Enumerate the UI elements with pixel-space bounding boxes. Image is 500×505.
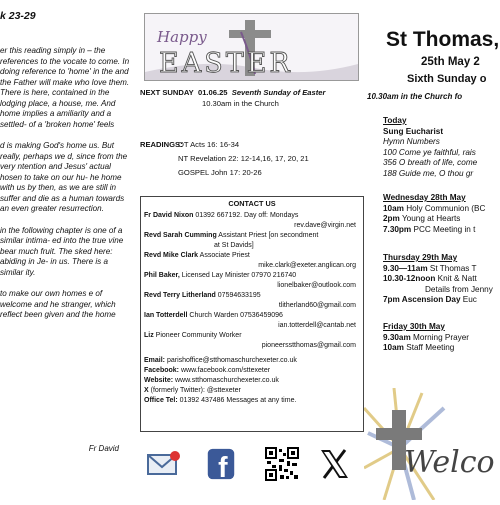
reading-nt: NT Revelation 22: 12-14,16, 17, 20, 21: [178, 154, 309, 163]
reflection-column: [0, 0, 135, 500]
thursday-section: [383, 253, 493, 306]
website-value: www.stthomaschurchexeter.co.uk: [173, 377, 279, 384]
x-label: X: [144, 387, 149, 394]
next-sunday-label: NEXT SUNDAY: [140, 88, 194, 97]
hymn-item: 356 O breath of life, come: [383, 158, 478, 167]
contact-detail: Assistant Priest [on secondment: [216, 232, 319, 239]
facebook-link[interactable]: [144, 366, 360, 376]
today-heading: Today: [383, 116, 407, 125]
contact-email[interactable]: tlitherland60@gmail.com: [278, 302, 356, 309]
contact-row: [144, 331, 360, 341]
event-time: 9.30am: [383, 332, 411, 342]
bible-reference: k 23-29: [0, 10, 36, 22]
event-time: 2pm: [383, 214, 400, 223]
next-sunday: [140, 88, 325, 109]
event-time: 10.30-12noon: [383, 274, 436, 283]
social-icons: [137, 447, 364, 487]
contact-row: [144, 251, 360, 261]
church-title: St Thomas,: [386, 28, 500, 51]
event-text: St Thomas T: [427, 263, 477, 273]
event-text: Young at Hearts: [399, 214, 461, 223]
contact-detail: 01392 667192. Day off: Mondays: [193, 212, 299, 219]
reflection-paragraph: to make our own homes e of welcome and he stranger, which reflect been given and the home: [0, 289, 116, 319]
event-time: 10am: [383, 343, 404, 352]
info-column: [137, 0, 364, 500]
website-label: Website:: [144, 377, 174, 384]
event-time: 7.30pm: [383, 224, 412, 234]
contact-row: [144, 271, 360, 281]
event-row: [383, 333, 469, 344]
easter-banner: [144, 13, 359, 81]
contact-row: [144, 311, 360, 321]
event-row: [383, 274, 493, 285]
sunday-name: Sixth Sunday o: [407, 73, 487, 85]
email-icon[interactable]: [145, 447, 181, 481]
contact-name: Revd Sarah Cumming: [144, 232, 217, 239]
wednesday-heading: Wednesday 28th May: [383, 193, 466, 202]
easter-word-easter: EASTER: [159, 48, 293, 79]
today-section: [383, 116, 477, 179]
service-time: 10.30am in the Church fo: [367, 92, 463, 101]
contact-box: [140, 196, 364, 432]
contact-email[interactable]: mike.clark@exeter.anglican.org: [258, 262, 356, 269]
contact-row: [144, 291, 360, 301]
event-row: [383, 204, 485, 215]
welcome-text: Welco: [404, 445, 495, 480]
contact-row: [144, 211, 360, 221]
contact-title: CONTACT US: [228, 199, 276, 208]
contact-detail: at St Davids]: [214, 242, 254, 249]
event-text: PCC Meeting in t: [411, 224, 476, 234]
contact-email[interactable]: ian.totterdell@cantab.net: [278, 322, 356, 329]
event-time: 7pm Ascension Day: [383, 295, 461, 304]
contact-email[interactable]: lionelbaker@outlook.com: [277, 282, 356, 289]
email-value: parishoffice@stthomaschurchexeter.co.uk: [165, 357, 297, 364]
event-time: 10am: [383, 203, 404, 213]
hymn-item: 100 Come ye faithful, rais: [383, 147, 476, 157]
contact-name: Liz: [144, 332, 154, 339]
event-time: 9.30—11am: [383, 263, 428, 273]
next-sunday-title: Seventh Sunday of Easter: [231, 88, 326, 97]
contact-detail: 07594633195: [215, 292, 261, 299]
contact-name: Revd Terry Litherland: [144, 292, 216, 299]
reflection-paragraph: d is making God's home us. But really, perhaps we d, since from the very ntention and Jesus' actual hosen to take on our hu- he home with us by then, as we are still in suffer and die as a human towards an even greater resurrection.: [0, 141, 128, 213]
contact-detail: Licensed Lay Minister 07970 216740: [179, 272, 297, 279]
next-sunday-time: 10.30am in the Church: [202, 98, 279, 108]
office-phone: [144, 396, 360, 406]
today-service: Sung Eucharist: [383, 126, 444, 136]
office-label: Office Tel:: [144, 397, 178, 404]
qr-code-icon[interactable]: [265, 447, 299, 481]
contact-name: Fr David Nixon: [144, 212, 194, 219]
office-value: 01392 437486 Messages at any time.: [177, 397, 297, 404]
event-detail: Details from Jenny: [425, 284, 493, 294]
contact-name: Ian Totterdell: [144, 312, 188, 319]
contact-name: Revd Mike Clark: [144, 252, 199, 259]
event-row: [383, 214, 485, 225]
event-row: [383, 225, 485, 236]
event-text: Staff Meeting: [403, 343, 455, 352]
hymn-item: 188 Guide me, O thou gr: [383, 168, 474, 178]
contact-detail: Church Warden 07536459096: [187, 312, 283, 319]
thursday-heading: Thursday 29th May: [383, 253, 458, 262]
x-logo-icon[interactable]: [317, 447, 351, 481]
service-date: 25th May 2: [421, 56, 480, 68]
event-row: [383, 295, 493, 306]
wednesday-section: [383, 193, 485, 235]
friday-section: [383, 322, 469, 354]
reflection-text: [0, 46, 133, 332]
signature: Fr David: [88, 444, 119, 453]
reading-gospel: GOSPEL John 17: 20-26: [178, 168, 262, 177]
welcome-image: [364, 388, 500, 500]
event-text: Euc: [460, 295, 477, 304]
event-row: [383, 264, 493, 275]
svg-text:f: f: [218, 452, 228, 481]
contact-detail: Pioneer Community Worker: [153, 332, 242, 339]
friday-heading: Friday 30th May: [383, 322, 445, 331]
x-link[interactable]: [144, 386, 360, 396]
service-column: [364, 0, 500, 500]
contact-email[interactable]: pioneersstthomas@gmail.com: [261, 342, 356, 349]
readings-label: READINGS:: [140, 140, 183, 149]
contact-email[interactable]: rev.dave@virgin.net: [294, 222, 356, 229]
contact-detail: Associate Priest: [198, 252, 250, 259]
reading-ot: OT Acts 16: 16-34: [178, 140, 240, 149]
welcome-graphic: [364, 388, 500, 500]
x-value: (formerly Twitter): @sttexeter: [148, 387, 241, 394]
email-label: Email:: [144, 357, 166, 364]
event-text: Morning Prayer: [410, 332, 470, 342]
parish-email[interactable]: [144, 356, 360, 366]
facebook-value: www.facebook.com/sttexeter: [179, 367, 271, 374]
facebook-label: Facebook:: [144, 367, 180, 374]
contact-name: Phil Baker,: [144, 272, 180, 279]
website-link[interactable]: [144, 376, 360, 386]
reflection-paragraph: in the following chapter is one of a similar intima- ed into the true vine bear much fruit. The sked here: abiding in Je- in us. There is a similar ity.: [0, 225, 124, 277]
contact-row: [144, 231, 360, 241]
next-sunday-date: 01.06.25: [197, 88, 228, 97]
easter-word-happy: Happy: [157, 28, 207, 46]
event-row: [383, 343, 469, 354]
easter-cross-image: [145, 14, 358, 80]
event-text: Holy Communion (BC: [403, 203, 486, 213]
hymns-heading: Hymn Numbers: [383, 137, 440, 146]
event-text: Knit & Natt: [435, 274, 477, 283]
reflection-paragraph: er this reading simply in – the references to the vocate to come. In doing reference to 'home' in the and the Father will make who love them. There is here, contained in the lodging place, a house, me. And home implies a amiliarity and a settled- of a 'broken home' feels: [0, 46, 130, 129]
facebook-icon[interactable]: [199, 447, 243, 481]
